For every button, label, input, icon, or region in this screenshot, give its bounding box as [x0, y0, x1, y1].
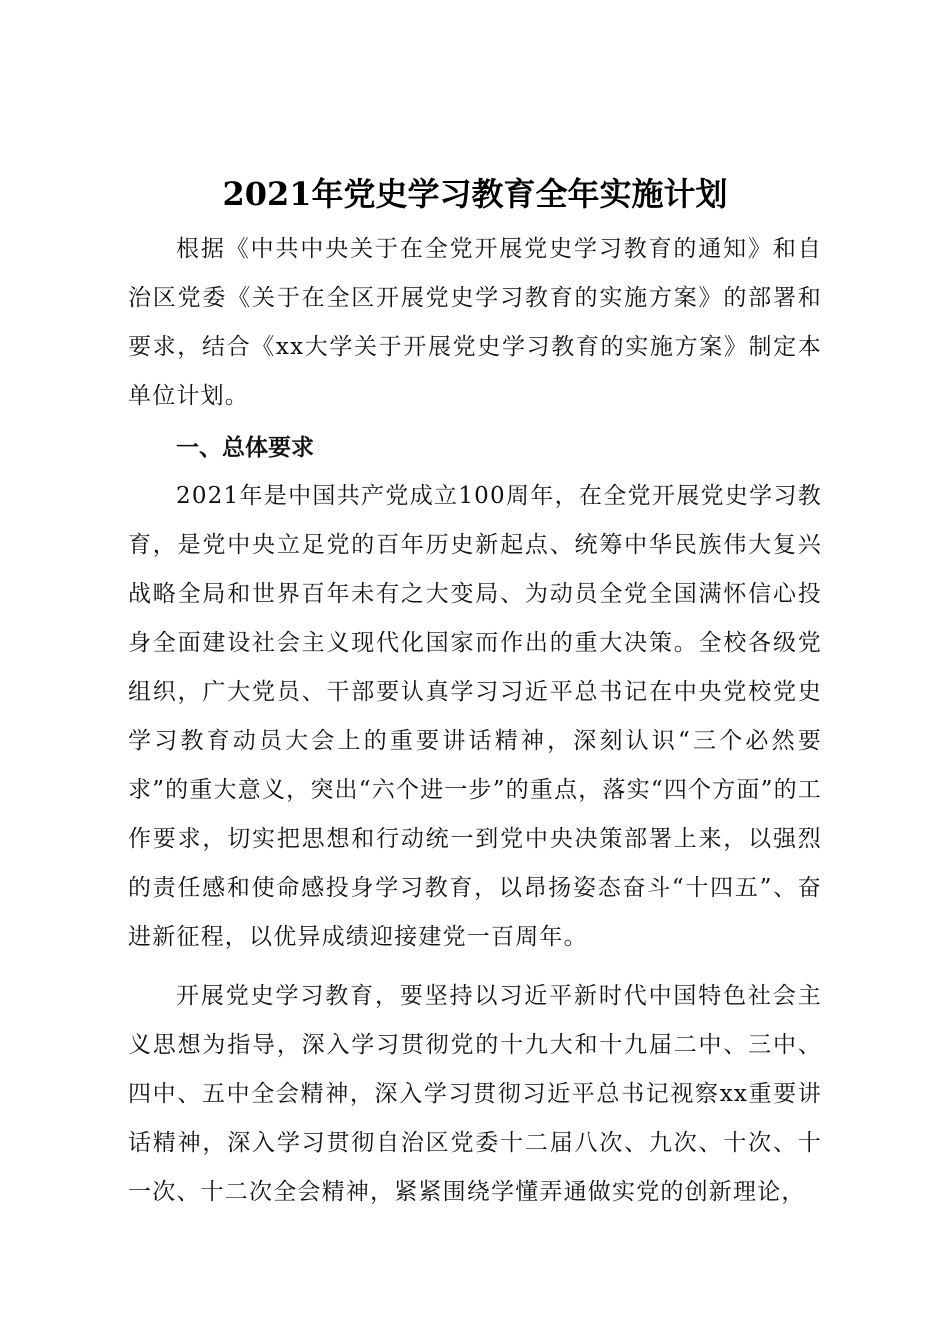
- body-paragraph: 开展党史学习教育，要坚持以习近平新时代中国特色社会主义思想为指导，深入学习贯彻党的十九大和十九届二中、三中、四中、五中全会精神，深入学习贯彻习近平总书记视察xx重要讲话精神，深入学习贯彻自治区党委十二届八次、九次、十次、十一次、十二次全会精神，紧紧围绕学懂弄通做实党的创新理论，: [128, 983, 822, 1205]
- intro-paragraph: 根据《中共中央关于在全党开展党史学习教育的通知》和自治区党委《关于在全区开展党史学习教育的实施方案》的部署和要求，结合《xx大学关于开展党史学习教育的实施方案》制定本单位计划。: [128, 236, 822, 409]
- section-heading: 一、总体要求: [176, 435, 314, 461]
- body-paragraph: 2021年是中国共产党成立100周年，在全党开展党史学习教育，是党中央立足党的百年历史新起点、统筹中华民族伟大复兴战略全局和世界百年未有之大变局、为动员全党全国满怀信心投身全面建设社会主义现代化国家而作出的重大决策。全校各级党组织，广大党员、干部要认真学习习近平总书记在中央党校党史学习教育动员大会上的重要讲话精神，深刻认识“三个必然要求”的重大意义，突出“六个进一步”的重点，落实“四个方面”的工作要求，切实把思想和行动统一到党中央决策部署上来，以强烈的责任感和使命感投身学习教育，以昂扬姿态奋斗“十四五”、奋进新征程，以优异成绩迎接建党一百周年。: [128, 483, 822, 950]
- document-title: 2021年党史学习教育全年实施计划: [222, 175, 728, 214]
